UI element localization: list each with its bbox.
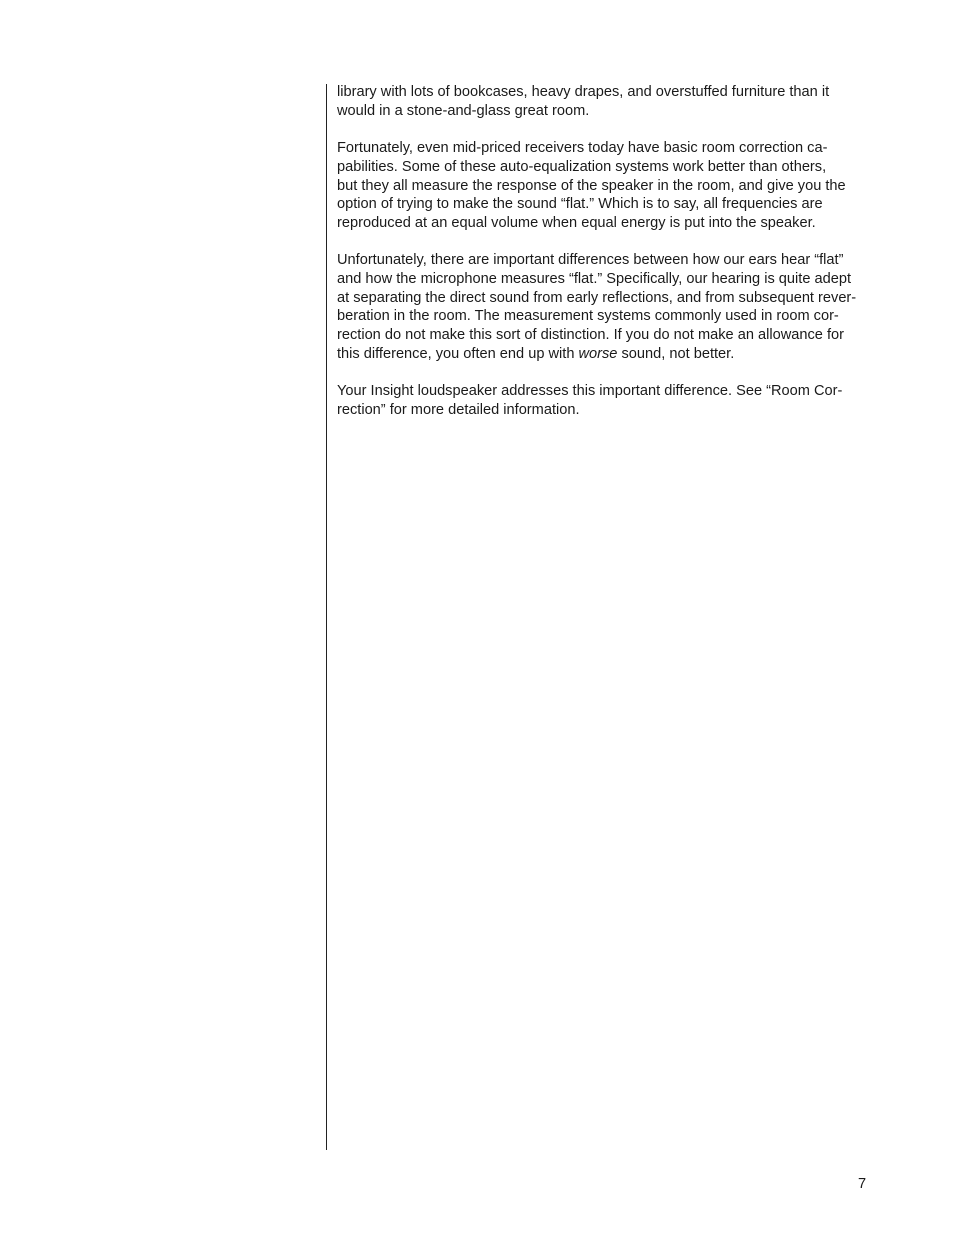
- paragraph-insight-reference: [337, 382, 873, 419]
- text-line: Fortunately, even mid-priced receivers today have basic room correction ca-: [337, 140, 828, 157]
- text-line: and how the microphone measures “flat.” Specifically, our hearing is quite adept: [337, 271, 852, 287]
- page-number: 7: [858, 1176, 867, 1192]
- text-line: [337, 345, 873, 364]
- text-line: option of trying to make the sound “flat.” Which is to say, all frequencies are: [337, 196, 823, 213]
- paragraph-room-materials: [337, 83, 873, 120]
- paragraph-flat-differences: [337, 251, 873, 363]
- text-line: rection” for more detailed information.: [337, 401, 580, 418]
- text-line: library with lots of bookcases, heavy drapes, and overstuffed furniture than it: [337, 84, 830, 100]
- text-line: reproduced at an equal volume when equal energy is put into the speaker.: [337, 214, 816, 231]
- text-line: but they all measure the response of the speaker in the room, and give you the: [337, 177, 846, 194]
- paragraph-room-correction: [337, 139, 873, 233]
- emphasis-worse: worse: [578, 345, 618, 362]
- text-line: rection do not make this sort of distinction. If you do not make an allowance for: [337, 327, 844, 344]
- text-line: beration in the room. The measurement systems commonly used in room cor-: [337, 308, 839, 325]
- body-text: [337, 83, 873, 438]
- text-line: would in a stone-and-glass great room.: [337, 102, 590, 119]
- text-line: at separating the direct sound from early reflections, and from subsequent rever-: [337, 289, 857, 306]
- text-run: sound, not better.: [617, 345, 735, 362]
- text-run: this difference, you often end up with: [337, 345, 579, 362]
- text-line: pabilities. Some of these auto-equalization systems work better than others,: [337, 158, 827, 175]
- text-line: Your Insight loudspeaker addresses this important difference. See “Room Cor-: [337, 383, 843, 400]
- text-line: Unfortunately, there are important differences between how our ears hear “flat”: [337, 252, 844, 269]
- margin-rule: [326, 84, 327, 1150]
